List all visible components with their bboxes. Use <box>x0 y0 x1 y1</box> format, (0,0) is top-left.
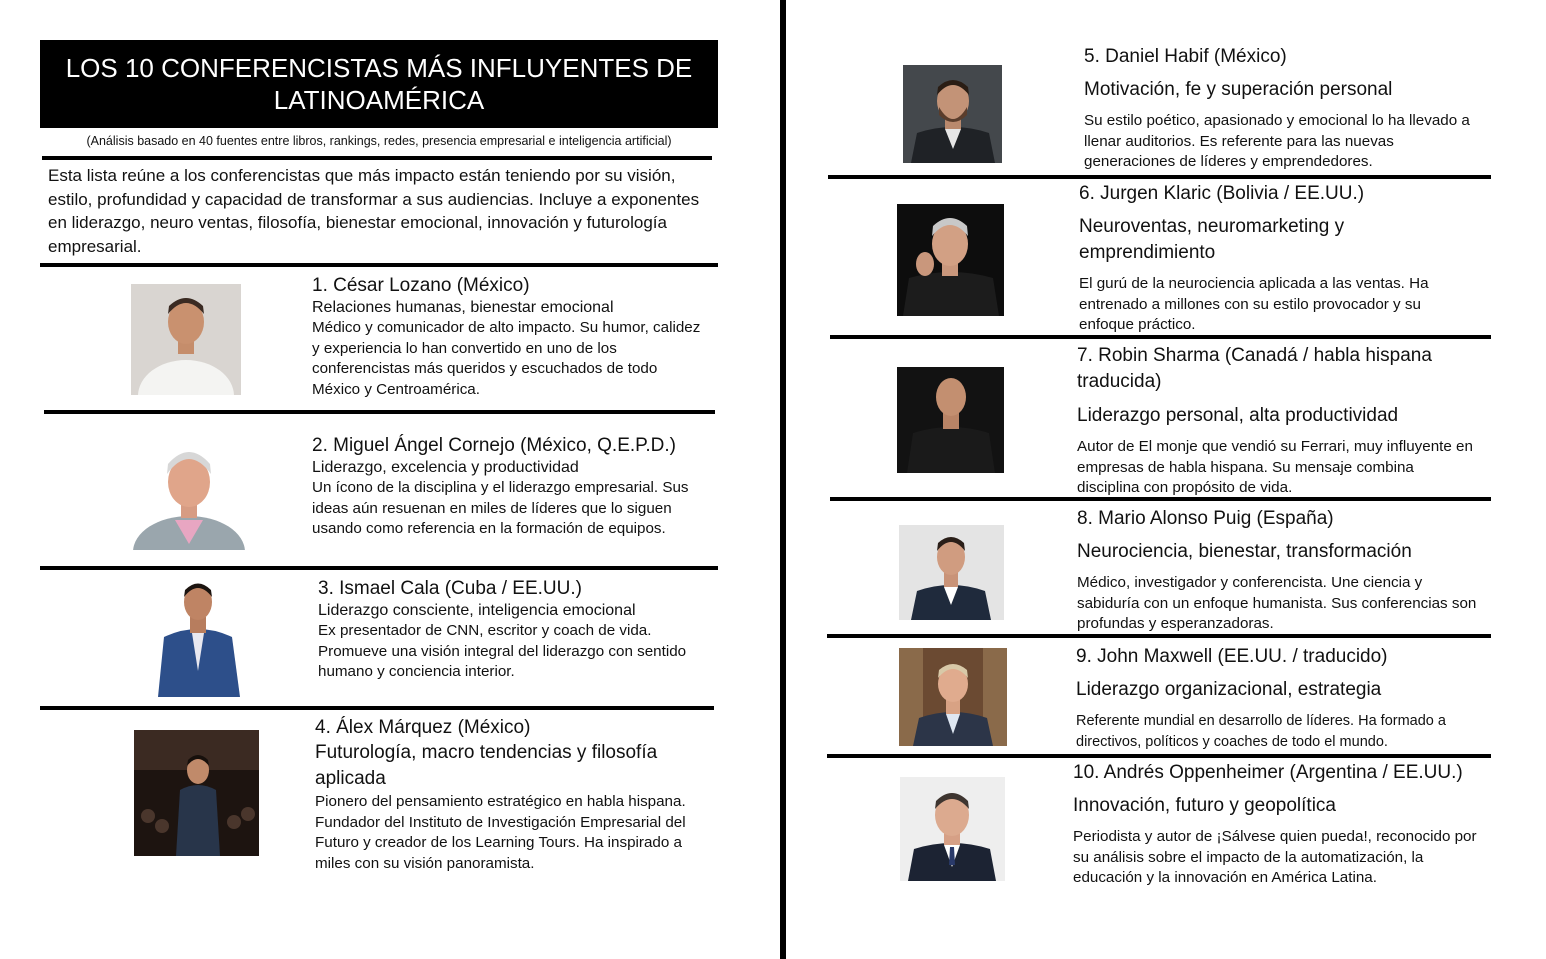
speaker-entry-6 <box>1079 182 1479 336</box>
divider-rule <box>827 634 1491 638</box>
divider-rule <box>40 706 714 710</box>
speaker-entry-9 <box>1076 645 1481 752</box>
divider-rule <box>830 497 1491 501</box>
speaker-topic: Liderazgo, excelencia y productividad <box>312 459 579 476</box>
speaker-entry-10 <box>1073 761 1483 889</box>
divider-rule <box>828 175 1491 179</box>
speaker-name: 10. Andrés Oppenheimer (Argentina / EE.UU.) <box>1073 762 1463 783</box>
speaker-photo-4 <box>134 730 259 856</box>
speaker-name: 1. César Lozano (México) <box>312 275 530 296</box>
speaker-description: Pionero del pensamiento estratégico en habla hispana. Fundador del Instituto de Investigación Empresarial del Futuro y creador de los Learning Tours. Ha inspirado a miles con su visión panoramista. <box>315 793 686 872</box>
speaker-photo-9 <box>899 648 1007 746</box>
speaker-photo-5 <box>903 65 1002 163</box>
speaker-topic: Neuroventas, neuromarketing y emprendimiento <box>1079 216 1345 263</box>
column-divider <box>780 0 786 959</box>
speaker-description: Su estilo poético, apasionado y emocional lo ha llevado a llenar auditorios. Es referente para las nuevas generaciones de líderes y emprendedores. <box>1084 112 1470 170</box>
speaker-name: 5. Daniel Habif (México) <box>1084 46 1287 67</box>
speaker-name: 9. John Maxwell (EE.UU. / traducido) <box>1076 646 1388 667</box>
speaker-description: Ex presentador de CNN, escritor y coach de vida. Promueve una visión integral del liderazgo con sentido humano y conciencia interior. <box>318 622 687 680</box>
speaker-description: Médico, investigador y conferencista. Une ciencia y sabiduría con un enfoque humanista. Sus conferencias son profundas y esperanzadoras. <box>1077 574 1477 632</box>
speaker-name: 2. Miguel Ángel Cornejo (México, Q.E.P.D.) <box>312 435 676 456</box>
speaker-name: 3. Ismael Cala (Cuba / EE.UU.) <box>318 578 582 599</box>
speaker-topic: Futurología, macro tendencias y filosofía aplicada <box>315 742 658 789</box>
speaker-photo-3 <box>154 575 242 697</box>
speaker-photo-6 <box>897 204 1004 316</box>
divider-rule <box>40 566 718 570</box>
speaker-description: Médico y comunicador de alto impacto. Su humor, calidez y experiencia lo han convertido en uno de los conferencistas más queridos y escuchados de todo México y Centroamérica. <box>312 319 701 398</box>
speaker-entry-5 <box>1084 45 1484 173</box>
page-subtitle: (Análisis basado en 40 fuentes entre libros, rankings, redes, presencia empresarial e inteligencia artificial) <box>86 134 672 148</box>
speaker-description: Un ícono de la disciplina y el liderazgo empresarial. Sus ideas aún resuenan en miles de líderes que lo siguen usando como referencia en la formación de equipos. <box>312 479 689 537</box>
speaker-entry-7 <box>1077 343 1477 499</box>
speaker-photo-8 <box>899 525 1004 620</box>
speaker-photo-2 <box>131 434 248 550</box>
speaker-photo-1 <box>131 284 241 395</box>
speaker-topic: Liderazgo consciente, inteligencia emocional <box>318 602 636 619</box>
speaker-name: 8. Mario Alonso Puig (España) <box>1077 508 1334 529</box>
speaker-description: Autor de El monje que vendió su Ferrari, muy influyente en empresas de habla hispana. Su mensaje combina disciplina con propósito de vida. <box>1077 438 1473 496</box>
speaker-name: 7. Robin Sharma (Canadá / habla hispana traducida) <box>1077 345 1432 392</box>
divider-rule <box>830 335 1491 339</box>
speaker-entry-1 <box>312 274 707 400</box>
speaker-entry-2 <box>312 434 712 540</box>
speaker-description: Referente mundial en desarrollo de líderes. Ha formado a directivos, políticos y coaches de todo el mundo. <box>1076 713 1446 750</box>
speaker-description: El gurú de la neurociencia aplicada a las ventas. Ha entrenado a millones con su estilo provocador y su enfoque práctico. <box>1079 275 1429 333</box>
speaker-name: 4. Álex Márquez (México) <box>315 717 531 738</box>
speaker-entry-3 <box>318 577 713 683</box>
intro-paragraph: Esta lista reúne a los conferencistas que más impacto están teniendo por su visión, estilo, profundidad y capacidad de transformar a sus audiencias. Incluye a exponentes en liderazgo, neuro ventas, filosofía, bienestar emocional, innovación y futurología empresarial. <box>48 166 700 256</box>
divider-rule <box>827 754 1491 758</box>
speaker-topic: Innovación, futuro y geopolítica <box>1073 795 1337 816</box>
speaker-name: 6. Jurgen Klaric (Bolivia / EE.UU.) <box>1079 183 1365 204</box>
page-title-text: LOS 10 CONFERENCISTAS MÁS INFLUYENTES DE LATINOAMÉRICA <box>65 53 693 115</box>
speaker-photo-7 <box>897 367 1004 473</box>
divider-rule <box>42 156 712 160</box>
speaker-topic: Motivación, fe y superación personal <box>1084 79 1393 100</box>
speaker-topic: Liderazgo organizacional, estrategia <box>1076 679 1382 700</box>
speaker-photo-10 <box>900 777 1005 881</box>
speaker-topic: Liderazgo personal, alta productividad <box>1077 405 1399 426</box>
divider-rule <box>44 410 715 414</box>
speaker-topic: Neurociencia, bienestar, transformación <box>1077 541 1412 562</box>
page-title <box>40 40 718 128</box>
speaker-description: Periodista y autor de ¡Sálvese quien pueda!, reconocido por su análisis sobre el impacto de la automatización, la educación y la innovación en América Latina. <box>1073 828 1477 886</box>
speaker-entry-8 <box>1077 507 1477 635</box>
divider-rule <box>40 263 718 267</box>
speaker-entry-4 <box>315 716 710 874</box>
speaker-topic: Relaciones humanas, bienestar emocional <box>312 299 614 316</box>
